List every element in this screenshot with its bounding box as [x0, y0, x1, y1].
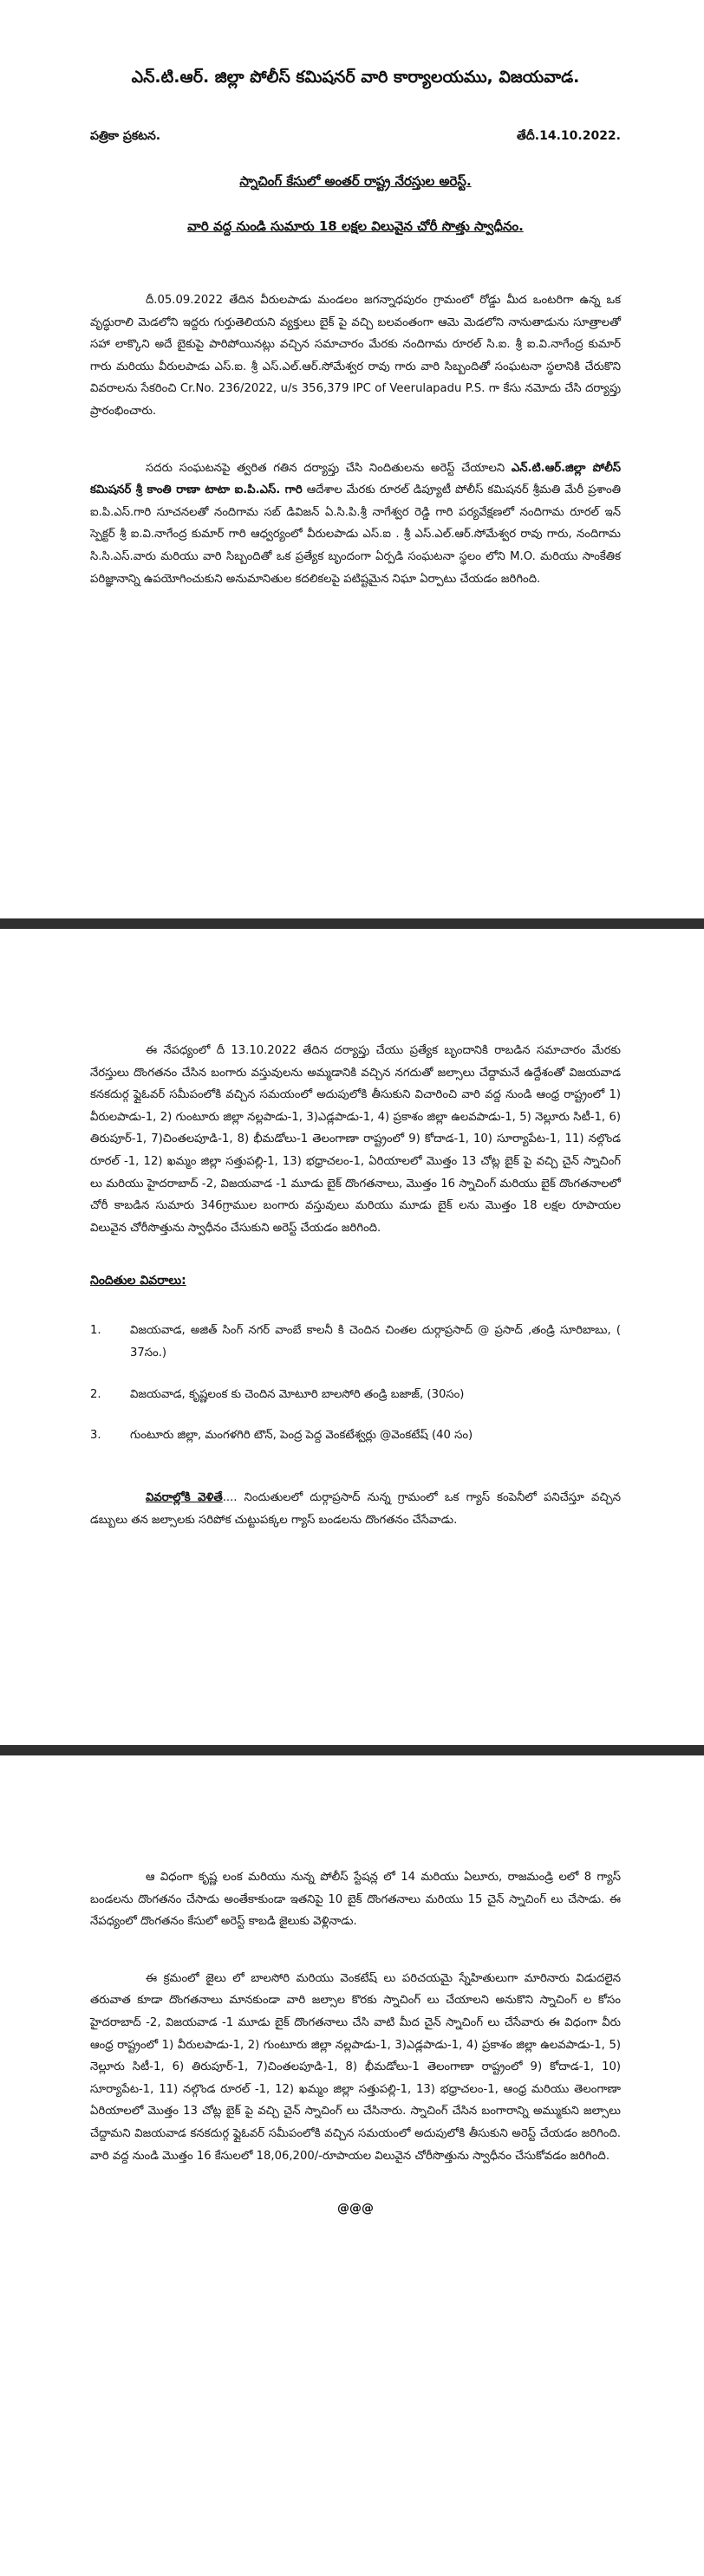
paragraph-investigation-team	[90, 457, 621, 591]
accused-item	[90, 1424, 621, 1447]
press-release-label: పత్రికా ప్రకటన.	[90, 129, 161, 143]
closing-mark: @@@	[337, 2202, 374, 2216]
accused-text: గుంటూరు జిల్లా, మంగళగిరి టౌన్, పెంద్ర పెద్ద వెంకటేశ్వర్లు @వెంకటేష్ (40 సం)	[130, 1429, 473, 1443]
page-divider	[0, 1745, 704, 1755]
accused-text: విజయవాడ, అజిత్ సింగ్ నగర్ వాంబే కాలనీ కి చెందిన చింతల దుర్గాప్రసాద్ @ ప్రసాద్ ,తండ్రి సూరిబాబు, ( 37సం.)	[130, 1324, 621, 1360]
subject-line-1	[90, 173, 621, 192]
commissioner-name: ఎన్.టి.ఆర్.జిల్లా పోలీస్ కమిషనర్ శ్రీ కాంతి రాణా టాటా ఐ.పి.ఎస్. గారి	[90, 461, 621, 497]
paragraph-arrest-details: ఈ నేపధ్యంలో దీ 13.10.2022 తేదిన దర్యాప్తు చేయు ప్రత్యేక బృందానికి రాబడిన సమాచారం మేరకు నేరస్తులు దొంగతనం చేసిన బంగారు వస్తువులను అమ్మడానికి వచ్చిన నగదుతో జల్సాలు చేద్దామనే ఉద్దేశంతో విజయవాడ కనకదుర్గ ఫ్లైఓవర్ సమీపంలోకి వచ్చిన సమయంలో అదుపులోకి తీసుకుని విచారించి వారి వద్ద నుండి ఆంధ్ర రాష్ట్రంలో 1) వీరులపాడు-1, 2) గుంటూరు జిల్లా నల్లపాడు-1, 3)ఎడ్లపాడు-1, 4) ప్రకాశం జిల్లా ఉలవపాడు-1, 5) నెల్లూరు సిటీ-1, 6) తిరుపూర్-1, 7)చింతలపూడి-1, 8) భీమడోలు-1 తెలంగాణా రాష్ట్రంలో 9) కోదాడ-1, 10) సూర్యాపేట-1, 11) నల్గొండ రూరల్ -1, 12) ఖమ్మం జిల్లా సత్తుపల్లి-1, 13) భధ్రాచలం-1, ఏరియాలలో మొత్తం 13 చోట్ల బైక్ పై వచ్చి చైన్ స్నాచింగ్ లు మరియు హైదరాబాద్ -2, విజయవాడ -1 మూడు బైక్ దొంగతనాలు, మొత్తం 16 స్నాచింగ్ మరియు బైక్ దొంగతనాలలో చోరీ కాబడిన సుమారు 346గ్రాముల బంగారు వస్తువులు మరియు మూడు బైక్ లను మొత్తం 18 లక్షల రూపాయల విలువైన చోరీసొత్తును స్వాధీనం చేసుకుని అరెస్ట్ చేయడం జరిగింది.	[90, 1044, 621, 1235]
details-rest: .... నిందుతులలో దుర్గాప్రసాద్ నున్న గ్రామంలో ఒక గ్యాస్ కంపెనీలో పనిచేస్తూ వచ్చిన డబ్బులు తన జల్సాలకు సరిపోక చుట్టుపక్కల గ్యాస్ బండలను దొంగతనం చేసేవాడు.	[90, 1490, 621, 1527]
details-lead: వివరాల్లోకి వెళితే	[146, 1490, 223, 1504]
subject-line-2	[90, 218, 621, 237]
accused-text: విజయవాడ, కృష్ణలంక కు చెందిన మోటూరి బాలసోరి తండ్రి బజాజ్, (30సం)	[130, 1387, 465, 1401]
paragraph-case-registration: దీ.05.09.2022 తేదిన వీరులపాడు మండలం జగన్నాధపురం గ్రామంలో రోడ్డు మీద ఒంటరిగా ఉన్న ఒక వృద్ధురాలి మెడలోని ఇద్దరు గుర్తుతెలియని వ్యక్తులు బైక్ పై వచ్చి బలవంతంగా ఆమె మెడలోని నానుతాడును సూత్రాలతో సహా లాక్కొని అదే బైకుపై పారిపోయినట్లు వచ్చిన సమాచారం మేరకు నందిగామ రూరల్ సి.ఐ. శ్రీ ఐ.వి.నాగేంద్ర కుమార్ గారు మరియు వీరులపాడు ఎస్.ఐ. శ్రీ ఎస్.ఎల్.ఆర్.సోమేశ్వర రావు గారు వారి సిబ్బందితో సంఘటనా స్థలానికి చేరుకొని వివరాలను సేకరించి Cr.No. 236/2022, u/s 356,379 IPC of Veerulapadu P.S. గా కేసు నమోదు చేసి దర్యాప్తు ప్రారంభించారు.	[90, 294, 621, 419]
subject-line-2-text: వారి వద్ద నుండి సుమారు 18 లక్షల విలువైన చోరీ సొత్తు స్వాధీనం.	[187, 218, 524, 234]
para2-post: ఆదేశాల మేరకు రూరల్ డిప్యూటీ పోలీస్ కమిషనర్ శ్రీమతి మేరీ ప్రశాంతి ఐ.పి.ఎస్.గారి సూచనలతో నందిగామ సబ్ డివిజన్ ఏ.సి.పి.శ్రీ నాగేశ్వర రెడ్డి గారి పర్యవేక్షణలో నందిగామ రూరల్ ఇన్ స్పెక్టర్ శ్రీ ఐ.వి.నాగేంద్ర కుమార్ గారి ఆధ్వర్యంలో వీరులపాడు ఎస్.ఐ . శ్రీ ఎస్.ఎల్.ఆర్.సోమేశ్వర రావు గారు, నందిగామ సి.సి.ఎస్.వారు మరియు వారి సిబ్బందితో ఒక ప్రత్యేక బృందంగా ఏర్పడి సంఘటనా స్థలం లోని M.O. మరియు సాంకేతిక పరిజ్ఞానాన్ని ఉపయోగించుకుని అనుమానితుల కదలికలపై పటిష్టమైన నిఘా ఏర్పాటు చేయడం జరిగింది.	[90, 483, 622, 586]
accused-number: 3.	[90, 1429, 101, 1443]
para2-pre: సదరు సంఘటనపై త్వరిత గతిన దర్యాప్తు చేసి నిందితులను అరెస్ట్ చేయాలని	[146, 461, 512, 475]
press-release-page-3	[0, 1755, 704, 2576]
accused-number: 1.	[90, 1324, 101, 1338]
paragraph-prior-crimes: ఆ విధంగా కృష్ణ లంక మరియు నున్న పోలీస్ స్టేషన్ల లో 14 మరియు ఏలూరు, రాజమండ్రి లలో 8 గ్యాస్ బండలను దొంగతనం చేసాడు అంతేకాకుండా ఇతనిపై 10 బైక్ దొంగతనాలు మరియు 15 చైన్ స్నాచింగ్ లు చేసాడు. ఈ నేపధ్యంలో దొంగతనం కేసులో అరెస్ట్ కాబడి జైలుకు వెళ్లినాడు.	[90, 1871, 621, 1929]
accused-number: 2.	[90, 1387, 101, 1401]
subject-line-1-text: స్నాచింగ్ కేసులో అంతర్ రాష్ట్ర నేరస్తుల అరెస్ట్.	[239, 173, 472, 189]
accused-item	[90, 1384, 621, 1406]
accused-list	[90, 1320, 621, 1446]
release-date: తేదీ.14.10.2022.	[517, 129, 621, 143]
paragraph-background	[90, 1487, 621, 1531]
page-divider	[0, 918, 704, 929]
meta-row	[90, 129, 621, 146]
accused-item	[90, 1320, 621, 1364]
press-release-page-2	[0, 929, 704, 1747]
paragraph-modus-operandi: ఈ క్రమంలో జైలు లో బాలసోరి మరియు వెంకటేష్ లు పరిచయమై స్నేహితులుగా మారినారు విడుదలైన తరువాత కూడా దొంగతనాలు మానకుండా వారి జల్సాల కొరకు స్నాచింగ్ లు చేయాలని అనుకొని స్నాచింగ్ ల కోసం హైదరాబాద్ -2, విజయవాడ -1 మూడు బైక్ దొంగతనాలు చేసి వాటి మీద చైన్ స్నాచింగ్ లు చేసేవారు ఈ విధంగా వీరు ఆంధ్ర రాష్ట్రంలో 1) వీరులపాడు-1, 2) గుంటూరు జిల్లా నల్లపాడు-1, 3)ఎడ్లపాడు-1, 4) ప్రకాశం జిల్లా ఉలవపాడు-1, 5) నెల్లూరు సిటీ-1, 6) తిరుపూర్-1, 7)చింతలపూడి-1, 8) భీమడోలు-1 తెలంగాణా రాష్ట్రంలో 9) కోదాడ-1, 10) సూర్యాపేట-1, 11) నల్గొండ రూరల్ -1, 12) ఖమ్మం జిల్లా సత్తుపల్లి-1, 13) భధ్రాచలం-1, ఆంధ్ర మరియు తెలంగాణా ఏరియాలలో మొత్తం 13 చోట్ల బైక్ పై వచ్చి చైన్ స్నాచింగ్ లు చేసినారు. స్నాచింగ్ చేసిన బంగారాన్ని అమ్ముకుని జల్సాలు చేద్దామని విజయవాడ కనకదుర్గ ఫ్లైఓవర్ సమీపంలోకి వచ్చిన సమయంలో అదుపులోకి తీసుకుని అరెస్ట్ చేయడం జరిగింది. వారి వద్ద నుండి మొత్తం 16 కేసులలో 18,06,200/-రూపాయల విలువైన చోరీసొత్తును స్వాధీనం చేసుకోవడం జరిగింది.	[90, 1971, 621, 2163]
accused-section-title: నిందితుల వివరాలు:	[90, 1274, 186, 1288]
office-title: ఎన్.టి.ఆర్. జిల్లా పోలీస్ కమిషనర్ వారి కార్యాలయము, విజయవాడ.	[131, 68, 580, 87]
press-release-page-1	[0, 0, 704, 918]
